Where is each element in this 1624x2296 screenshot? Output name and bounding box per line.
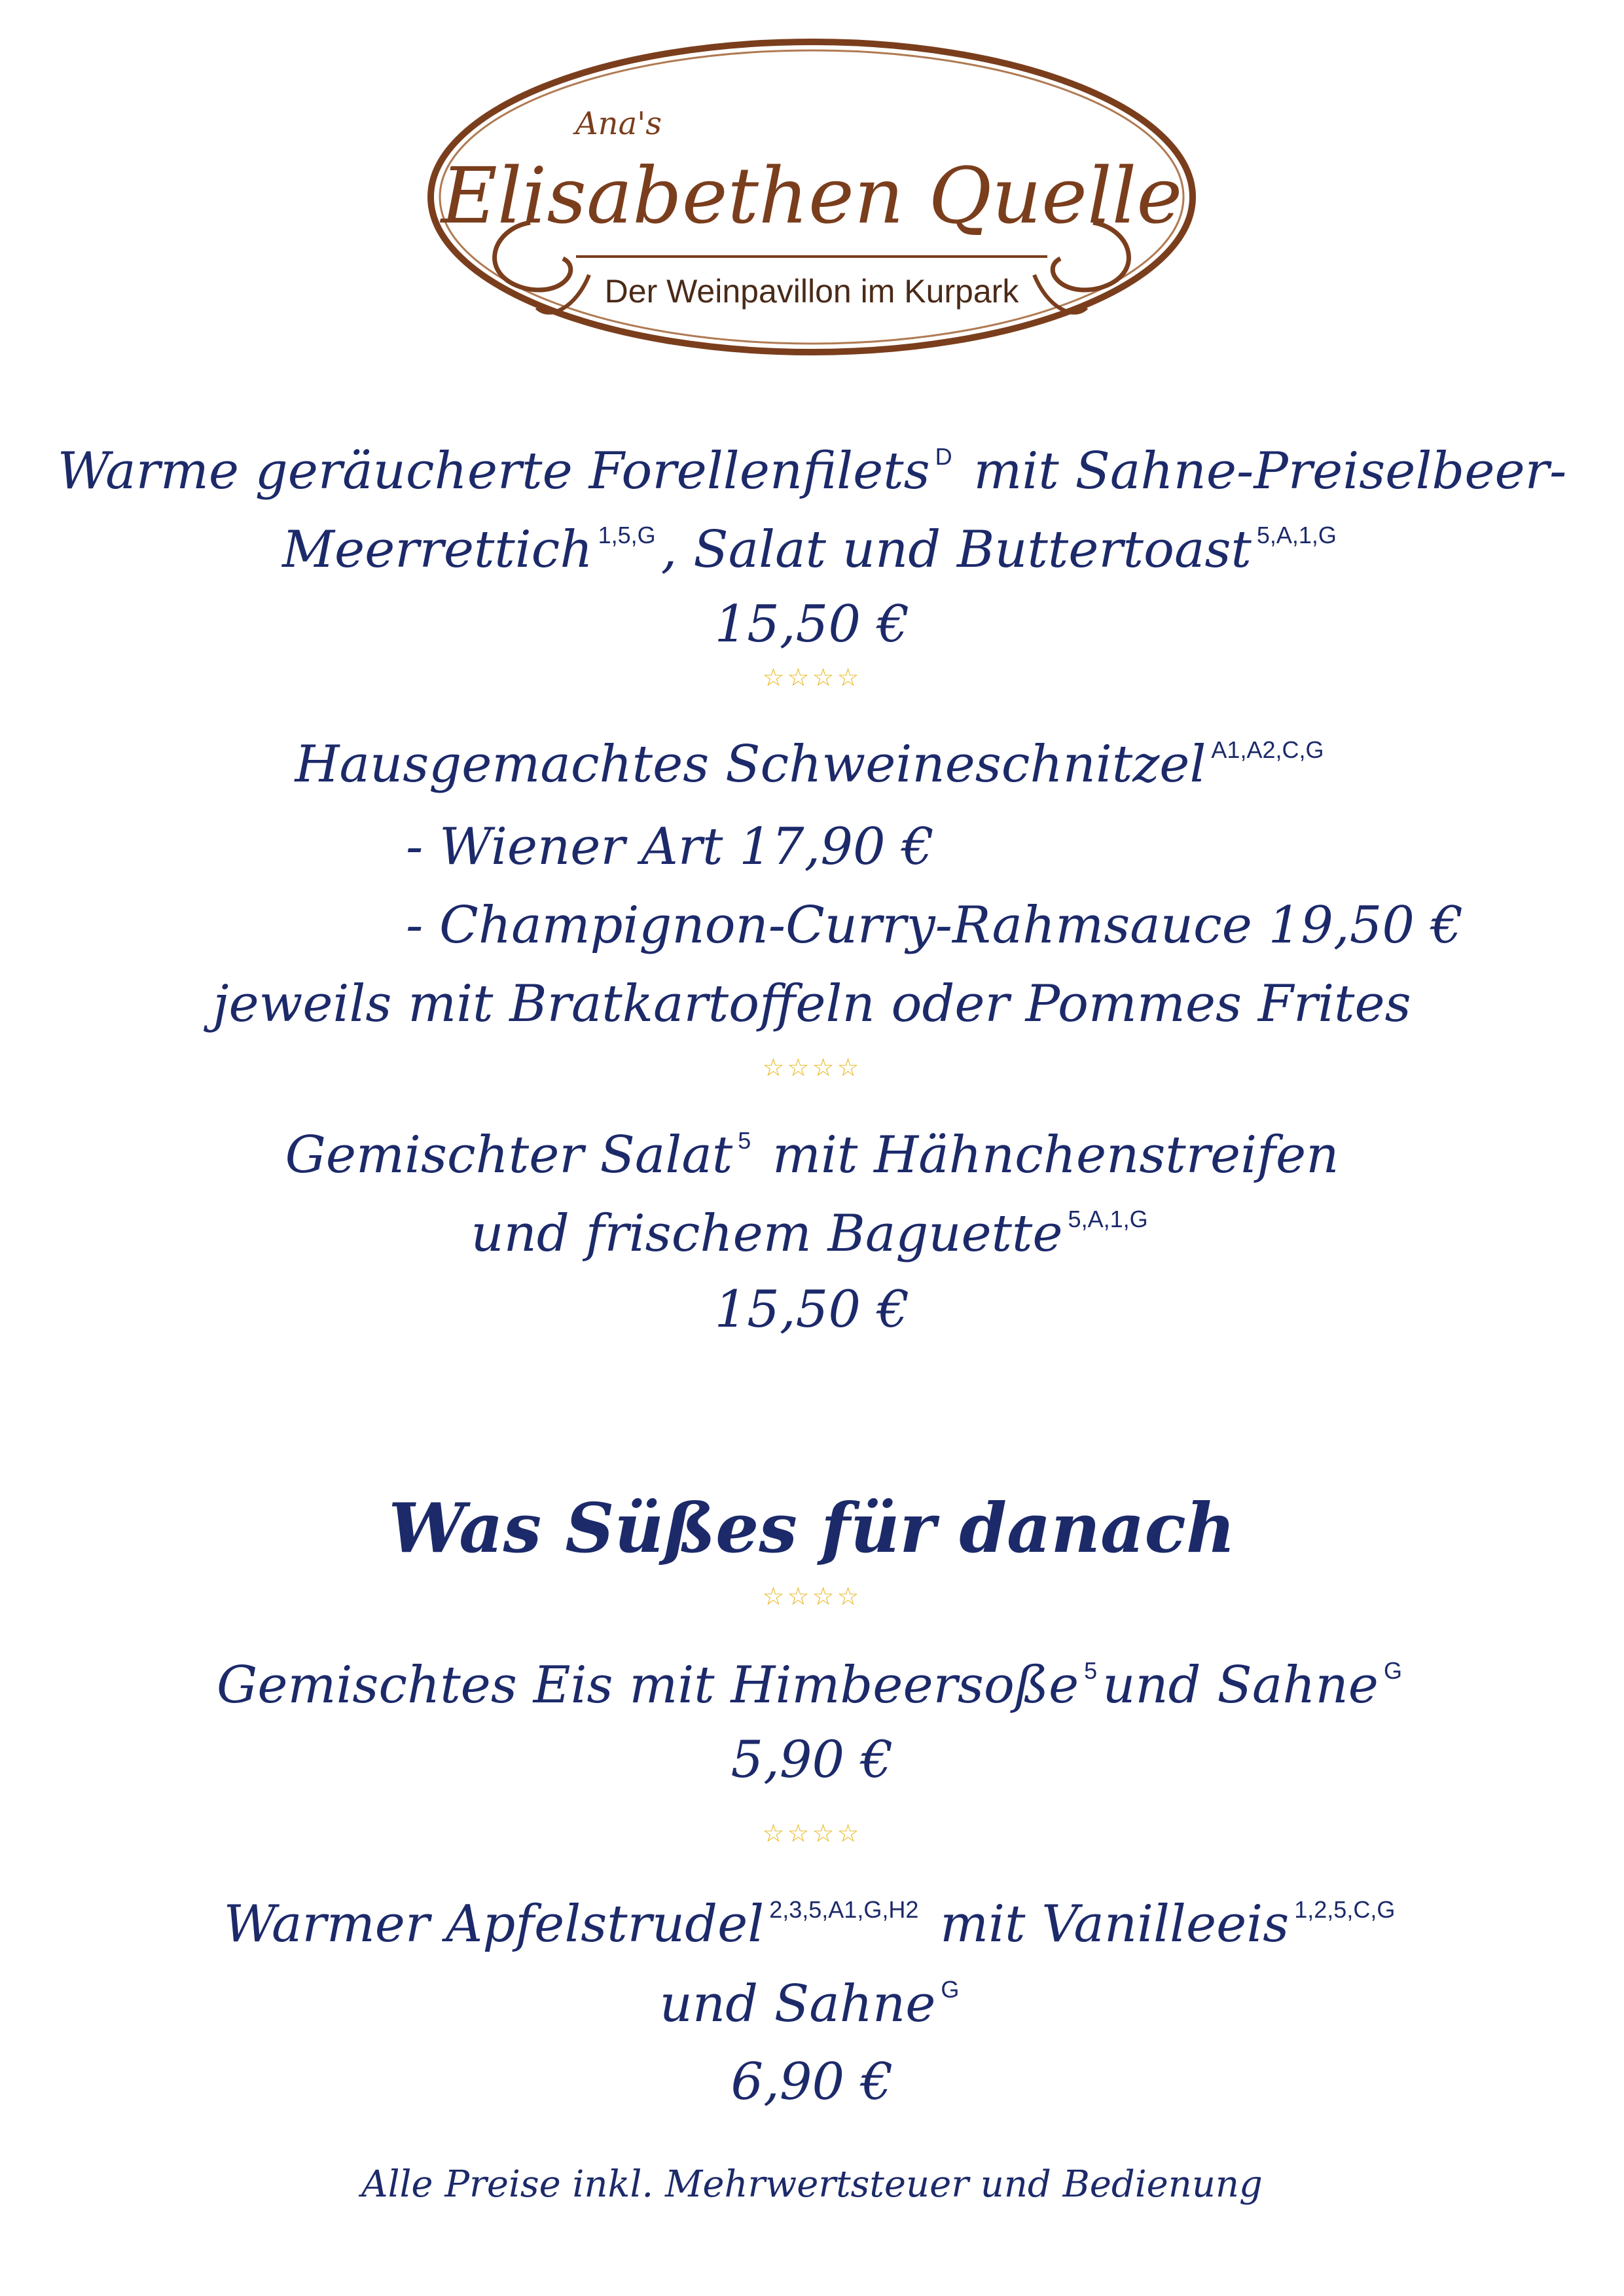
menu-item-3-price: 15,50 € [714, 1280, 910, 1339]
dessert-2-line-2: und Sahne $^G$ [659, 1975, 960, 2034]
dessert-1-line-1: Gemischtes Eis mit Himbeersoße $^5$ und Sahne $^G$ [217, 1656, 1402, 1715]
logo-small-text: Ana's [575, 105, 662, 142]
restaurant-logo [0, 0, 1624, 458]
footer-note: Alle Preise inkl. Mehrwertsteuer und Bedienung [361, 2163, 1263, 2206]
menu-item-2-option-1: - Wiener Art 17,90 € [406, 817, 935, 876]
menu-item-2-title: Hausgemachtes Schweineschnitzel $^{A1,A2,C,G}$ [295, 735, 1324, 794]
dessert-heading: Was Süßes für danach [388, 1488, 1236, 1568]
star-divider-3: ☆☆☆☆ [762, 1582, 862, 1611]
menu-item-1-line-1: Warme geräucherte Forellenfilets $^D$ mit Sahne-Preiselbeer- [57, 442, 1567, 501]
allergen-code: D [935, 443, 952, 470]
menu-item-3-line-1: Gemischter Salat $^5$ mit Hähnchenstreifen [285, 1126, 1339, 1185]
allergen-code: 5,A,1,G [1068, 1206, 1148, 1232]
star-divider-4: ☆☆☆☆ [762, 1819, 862, 1848]
dessert-1-price: 5,90 € [731, 1731, 893, 1789]
menu-item-2-option-2: - Champignon-Curry-Rahmsauce 19,50 € [406, 896, 1464, 955]
allergen-code: G [941, 1976, 960, 2003]
star-divider-1: ☆☆☆☆ [762, 663, 862, 692]
logo-subtitle: Der Weinpavillon im Kurpark [604, 273, 1019, 310]
allergen-code: A1,A2,C,G [1211, 736, 1324, 763]
allergen-code: 1,5,G [598, 522, 656, 548]
allergen-code: 5,A,1,G [1256, 522, 1337, 548]
allergen-code: 1,2,5,C,G [1294, 1896, 1396, 1923]
menu-item-2-note: jeweils mit Bratkartoffeln oder Pommes Frites [213, 975, 1411, 1033]
allergen-code: G [1383, 1657, 1402, 1684]
star-divider-2: ☆☆☆☆ [762, 1053, 862, 1082]
allergen-code: 2,3,5,A1,G,H2 [769, 1896, 919, 1923]
dessert-2-line-1: Warmer Apfelstrudel $^{2,3,5,A1,G,H2}$ mit Vanilleeis $^{1,2,5,C,G}$ [223, 1895, 1396, 1954]
logo-title: Elisabethen Quelle [441, 151, 1183, 241]
allergen-code: 5 [1084, 1657, 1098, 1684]
dessert-2-price: 6,90 € [731, 2053, 893, 2111]
menu-item-1-line-2: Meerrettich $^{1,5,G}$ , Salat und Buttertoast $^{5,A,1,G}$ [282, 520, 1337, 579]
allergen-code: 5 [738, 1127, 751, 1154]
menu-item-3-line-2: und frischem Baguette $^{5,A,1,G}$ [471, 1204, 1148, 1263]
menu-item-1-price: 15,50 € [714, 595, 910, 654]
